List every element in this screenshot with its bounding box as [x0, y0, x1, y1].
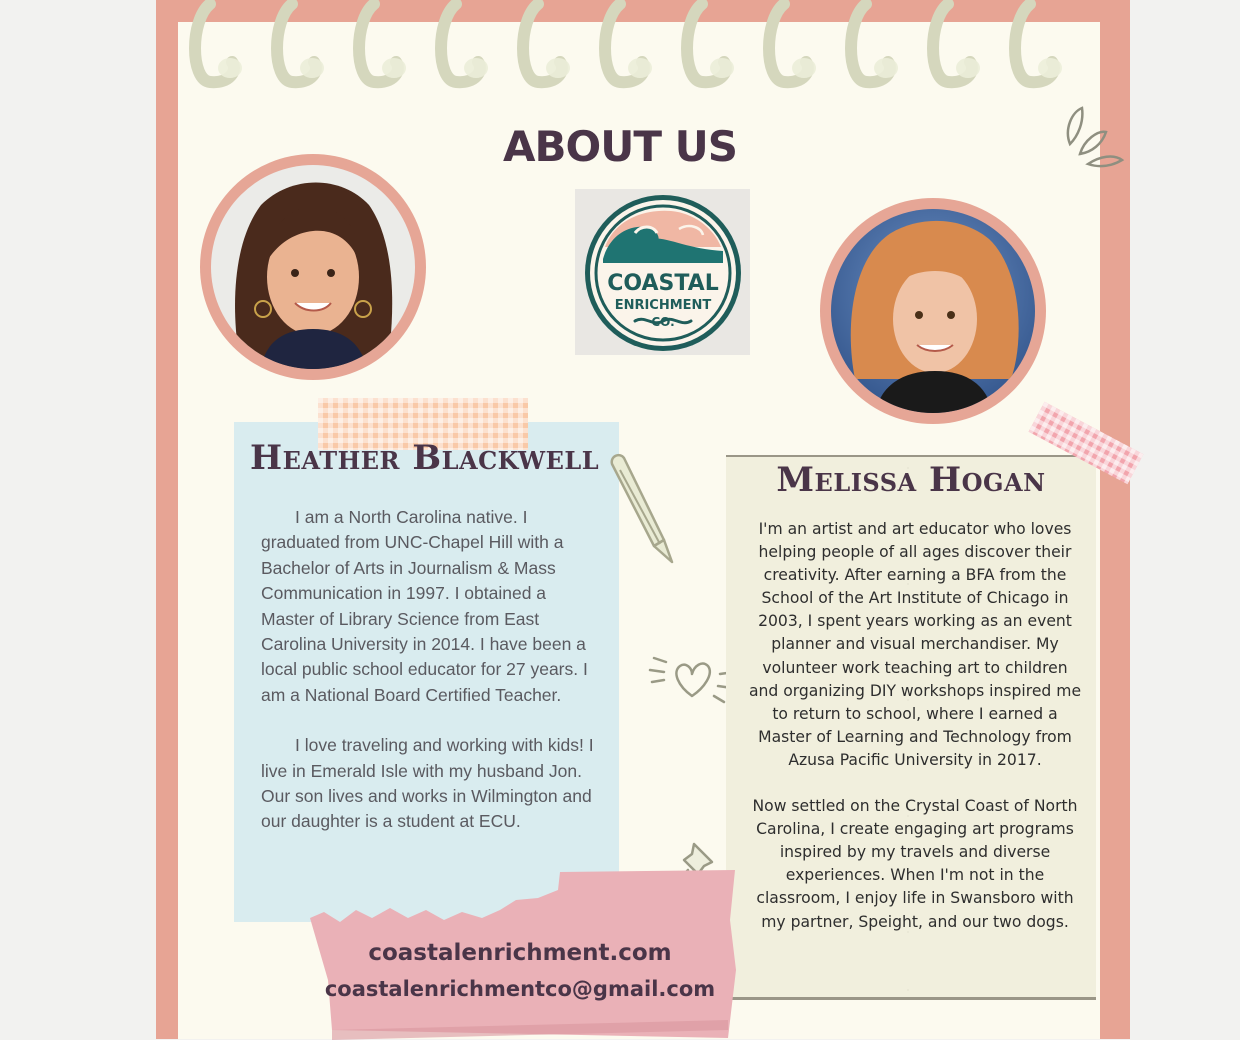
- spiral-binding: [180, 0, 1080, 100]
- melissa-bio-paragraph-2: Now settled on the Crystal Coast of North Carolina, I create engaging art programs inspired by my travels and diverse experiences. When I'm not in the classroom, I enjoy life in Swansboro with my partner, Speight, and our two dogs.: [752, 797, 1078, 931]
- heart-doodle-icon: [648, 650, 738, 706]
- heather-bio-paragraph-2: I love traveling and working with kids! I live in Emerald Isle with my husband Jon. Our son lives and works in Wilmington and our daughter is a student at ECU.: [261, 735, 594, 832]
- melissa-bio-paragraph-1: I'm an artist and art educator who loves helping people of all ages discover their creativity. After earning a BFA from the School of the Art Institute of Chicago in 2003, I spent years working as an event planner and visual merchandiser. My volunteer work teaching art to children and organizing DIY workshops inspired me to return to school, where I earned a Master of Learning and Technology from Azusa Pacific University in 2017.: [748, 520, 1082, 769]
- page-title: ABOUT US: [503, 122, 737, 171]
- logo-line3: CO.: [651, 315, 675, 329]
- melissa-bio: [748, 518, 1082, 934]
- website-link[interactable]: coastalenrichment.com: [368, 940, 672, 966]
- email-link[interactable]: coastalenrichmentco@gmail.com: [324, 977, 716, 1001]
- logo-line1: COASTAL: [607, 271, 719, 296]
- company-logo: [575, 189, 750, 355]
- melissa-photo: [820, 198, 1046, 424]
- heather-photo: [200, 154, 426, 380]
- heather-bio-paragraph-1: I am a North Carolina native. I graduated from UNC-Chapel Hill with a Bachelor of Arts in Journalism & Mass Communication in 1997. I obtained a Master of Library Science from East Carolina University in 2014. I have been a local public school educator for 27 years. I am a National Board Certified Teacher.: [261, 507, 588, 705]
- pencil-icon: [606, 450, 680, 568]
- heather-name: Heather Blackwell: [250, 438, 600, 478]
- portrait-icon: [211, 165, 415, 369]
- wave-logo-icon: [575, 189, 750, 355]
- heather-bio: [261, 505, 601, 835]
- melissa-name: Melissa Hogan: [776, 460, 1046, 500]
- logo-line2: ENRICHMENT: [614, 298, 712, 313]
- portrait-icon: [831, 209, 1035, 413]
